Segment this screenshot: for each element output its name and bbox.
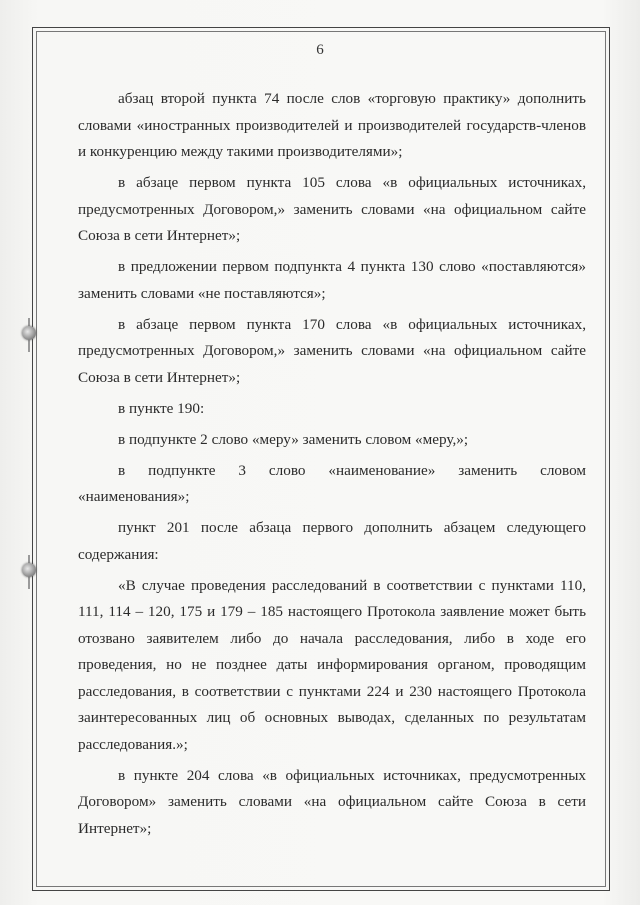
paragraph: в абзаце первом пункта 105 слова «в официальных источниках, предусмотренных Договором,» заменить словами «на официальном сайте Союза в сети Интернет»; [78, 174, 586, 244]
punch-hole-top [22, 326, 36, 340]
paragraph: в предложении первом подпункта 4 пункта 130 слово «поставляются» заменить словами «не поставляются»; [78, 258, 586, 302]
paragraph: пункт 201 после абзаца первого дополнить абзацем следующего содержания: [78, 519, 586, 563]
paragraph: в подпункте 3 слово «наименование» заменить словом «наименования»; [78, 461, 586, 505]
paragraph: абзац второй пункта 74 после слов «торговую практику» дополнить словами «иностранных производителей и производителей государств-членов и конкуренцию между такими производителями»; [78, 90, 586, 160]
punch-hole-bottom [22, 563, 36, 577]
paragraph: в пункте 190: [118, 399, 205, 417]
paragraph: в подпункте 2 слово «меру» заменить словом «меру,»; [118, 430, 469, 448]
page-number: 6 [316, 42, 324, 58]
paragraph: «В случае проведения расследований в соответствии с пунктами 110, 111, 114 – 120, 175 и 179 – 185 настоящего Протокола заявление может быть отозвано заявителем либо до начала расследования, либо в ходе его проведения, но не позднее даты информирования органом, проводящим расследования, в соответствии с пунктами 224 и 230 настоящего Протокола заинтересованных лиц об основных выводах, сделанных по результатам расследования.»; [78, 576, 586, 753]
paragraph: в пункте 204 слова «в официальных источниках, предусмотренных Договором» заменить словами «на официальном сайте Союза в сети Интернет»; [78, 766, 586, 837]
paragraph: в абзаце первом пункта 170 слова «в официальных источниках, предусмотренных Договором,» заменить словами «на официальном сайте Союза в сети Интернет»; [78, 315, 586, 386]
document-body [78, 86, 586, 842]
